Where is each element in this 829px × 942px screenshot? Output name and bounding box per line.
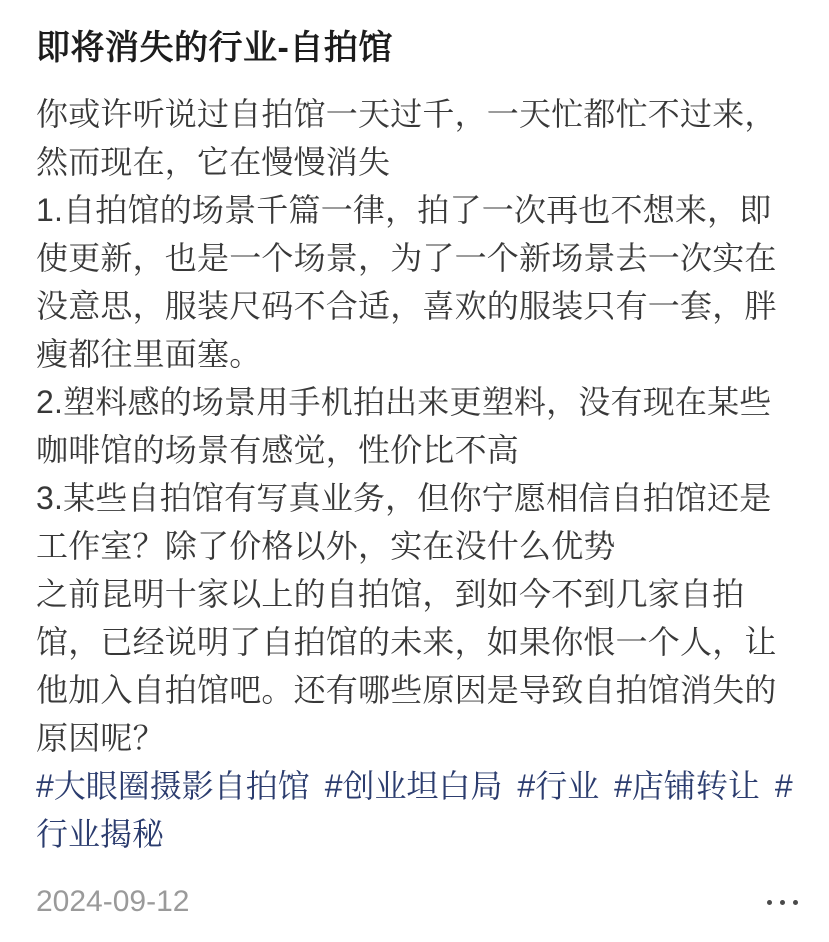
post-date: 2024-09-12 <box>36 885 190 918</box>
post-paragraph: 2.塑料感的场景用手机拍出来更塑料，没有现在某些咖啡馆的场景有感觉，性价比不高 <box>36 384 772 468</box>
more-ellipsis-icon <box>780 900 785 905</box>
more-ellipsis-icon <box>793 900 798 905</box>
hashtag-link[interactable]: #大眼圈摄影自拍馆 <box>36 768 310 804</box>
hashtag-link[interactable]: #行业揭秘 <box>36 768 793 852</box>
hashtag-link[interactable]: #行业 <box>517 768 600 804</box>
more-ellipsis-icon <box>767 900 772 905</box>
hashtag-link[interactable]: #店铺转让 <box>614 768 760 804</box>
post-body <box>36 90 800 858</box>
post-paragraph: 1.自拍馆的场景千篇一律，拍了一次再也不想来，即使更新，也是一个场景，为了一个新场景去一次实在没意思，服装尺码不合适，喜欢的服装只有一套，胖瘦都往里面塞。 <box>36 192 777 372</box>
post-title: 即将消失的行业-自拍馆 <box>36 29 393 67</box>
post-footer <box>36 884 800 920</box>
post-paragraph: 之前昆明十家以上的自拍馆，到如今不到几家自拍馆，已经说明了自拍馆的未来，如果你恨一个人，让他加入自拍馆吧。还有哪些原因是导致自拍馆消失的原因呢？ <box>36 576 777 756</box>
more-button[interactable] <box>765 894 800 911</box>
hashtag-link[interactable]: #创业坦白局 <box>324 768 503 804</box>
post-hashtags <box>36 762 800 858</box>
post-paragraph: 你或许听说过自拍馆一天过千，一天忙都忙不过来，然而现在，它在慢慢消失 <box>36 96 777 180</box>
post-paragraph: 3.某些自拍馆有写真业务，但你宁愿相信自拍馆还是工作室？除了价格以外，实在没什么优势 <box>36 480 772 564</box>
